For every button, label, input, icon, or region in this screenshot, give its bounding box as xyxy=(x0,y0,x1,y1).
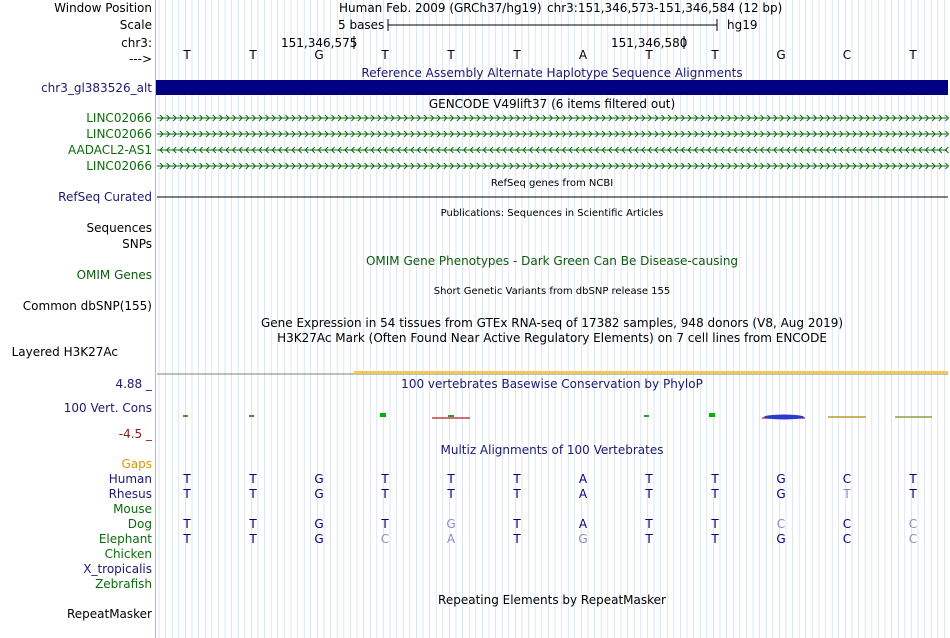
elephant-base: G xyxy=(776,532,786,546)
label-window-position: Window Position xyxy=(54,1,152,15)
assembly-name: Human Feb. 2009 (GRCh37/hg19) xyxy=(339,1,542,15)
rhesus-base: T xyxy=(711,487,719,501)
human-base: T xyxy=(711,472,719,486)
label-scale: Scale xyxy=(119,18,152,32)
label-elephant[interactable]: Elephant xyxy=(98,532,152,546)
rhesus-base: T xyxy=(249,487,257,501)
label-cons-max: 4.88 _ xyxy=(115,377,152,391)
human-base: T xyxy=(513,472,521,486)
reference-base: G xyxy=(776,48,786,62)
human-base: C xyxy=(842,472,852,486)
dog-base: T xyxy=(249,517,257,531)
phylop-bar xyxy=(709,413,715,417)
label-gene-linc02066-1[interactable]: LINC02066 xyxy=(86,111,152,125)
rhesus-base: A xyxy=(578,487,588,501)
rhesus-base: T xyxy=(183,487,191,501)
label-dbsnp[interactable]: Common dbSNP(155) xyxy=(22,299,152,313)
coord-tick-right: 151,346,580 xyxy=(611,36,688,50)
label-mouse[interactable]: Mouse xyxy=(113,502,152,516)
track-title-dbsnp[interactable]: Short Genetic Variants from dbSNP release 155 xyxy=(433,286,671,297)
elephant-base: T xyxy=(645,532,653,546)
reference-base: T xyxy=(513,48,521,62)
label-human[interactable]: Human xyxy=(108,472,152,486)
track-title-multiz[interactable]: Multiz Alignments of 100 Vertebrates xyxy=(440,443,664,457)
phylop-bar xyxy=(249,415,254,417)
human-base: T xyxy=(447,472,455,486)
phylop-bar xyxy=(183,415,188,417)
dog-base: G xyxy=(314,517,324,531)
elephant-base: T xyxy=(513,532,521,546)
label-arrow: ---> xyxy=(128,52,152,66)
reference-base: T xyxy=(447,48,455,62)
phylop-blob xyxy=(764,415,804,420)
track-title-repeatmasker[interactable]: Repeating Elements by RepeatMasker xyxy=(438,593,666,607)
reference-base: G xyxy=(314,48,324,62)
phylop-bar xyxy=(644,415,649,417)
reference-base: T xyxy=(711,48,719,62)
scale-bar-label: 5 bases xyxy=(338,18,385,32)
human-base: G xyxy=(314,472,324,486)
elephant-base: C xyxy=(842,532,852,546)
rhesus-base: T xyxy=(843,487,851,501)
elephant-base: T xyxy=(183,532,191,546)
dog-base: T xyxy=(381,517,389,531)
rhesus-base: T xyxy=(645,487,653,501)
human-base: A xyxy=(578,472,588,486)
reference-base: T xyxy=(909,48,917,62)
label-gene-linc02066-3[interactable]: LINC02066 xyxy=(86,159,152,173)
reference-base: T xyxy=(183,48,191,62)
label-chicken[interactable]: Chicken xyxy=(104,547,152,561)
label-zebrafish[interactable]: Zebrafish xyxy=(95,577,152,591)
reference-base: C xyxy=(842,48,852,62)
label-refseq[interactable]: RefSeq Curated xyxy=(58,190,152,204)
track-title-omim[interactable]: OMIM Gene Phenotypes - Dark Green Can Be Disease-causing xyxy=(365,254,739,268)
label-omim[interactable]: OMIM Genes xyxy=(76,268,152,282)
label-h3k27ac[interactable]: Layered H3K27Ac xyxy=(11,345,118,359)
reference-base: A xyxy=(578,48,588,62)
elephant-base: C xyxy=(380,532,390,546)
human-base: T xyxy=(249,472,257,486)
dog-base: G xyxy=(446,517,456,531)
label-cons-name[interactable]: 100 Vert. Cons xyxy=(63,401,152,415)
track-title-pubs[interactable]: Publications: Sequences in Scientific Articles xyxy=(440,208,664,219)
dog-base: T xyxy=(183,517,191,531)
track-title-h3k27ac[interactable]: H3K27Ac Mark (Often Found Near Active Regulatory Elements) on 7 cell lines from ENCODE xyxy=(277,331,827,345)
track-title-gencode[interactable]: GENCODE V49lift37 (6 items filtered out) xyxy=(428,97,676,111)
human-base: G xyxy=(776,472,786,486)
phylop-bar xyxy=(380,413,386,417)
elephant-base: A xyxy=(446,532,456,546)
elephant-base: T xyxy=(711,532,719,546)
rhesus-base: T xyxy=(909,487,917,501)
rhesus-base: G xyxy=(776,487,786,501)
human-base: T xyxy=(645,472,653,486)
label-gene-aadacl2-as1[interactable]: AADACL2-AS1 xyxy=(67,143,152,157)
rhesus-base: G xyxy=(314,487,324,501)
label-repeatmasker[interactable]: RepeatMasker xyxy=(66,607,152,621)
track-labels xyxy=(0,0,155,638)
dog-base: C xyxy=(776,517,786,531)
alt-haplotype-bar xyxy=(156,80,948,95)
rhesus-base: T xyxy=(447,487,455,501)
reference-base: T xyxy=(249,48,257,62)
human-base: T xyxy=(183,472,191,486)
track-title-phylop[interactable]: 100 vertebrates Basewise Conservation by PhyloP xyxy=(401,377,703,391)
dog-base: A xyxy=(578,517,588,531)
elephant-base: T xyxy=(249,532,257,546)
label-sequences[interactable]: Sequences xyxy=(86,221,152,235)
position-readout: chr3:151,346,573-151,346,584 (12 bp) xyxy=(547,1,783,15)
reference-base: T xyxy=(645,48,653,62)
label-rhesus[interactable]: Rhesus xyxy=(108,487,152,501)
label-chrom: chr3: xyxy=(121,36,152,50)
label-gene-linc02066-2[interactable]: LINC02066 xyxy=(86,127,152,141)
dog-base: C xyxy=(908,517,918,531)
dog-base: T xyxy=(513,517,521,531)
elephant-base: G xyxy=(314,532,324,546)
track-title-gtex[interactable]: Gene Expression in 54 tissues from GTEx RNA-seq of 17382 samples, 948 donors (V8, Aug 2019) xyxy=(260,316,844,330)
h3k27ac-signal xyxy=(354,371,948,374)
label-cons-min: -4.5 _ xyxy=(118,427,152,441)
dog-base: T xyxy=(711,517,719,531)
label-dog[interactable]: Dog xyxy=(127,517,152,531)
label-gaps[interactable]: Gaps xyxy=(121,457,152,471)
dog-base: T xyxy=(645,517,653,531)
dog-base: C xyxy=(842,517,852,531)
track-title-alt[interactable]: Reference Assembly Alternate Haplotype Sequence Alignments xyxy=(361,66,743,80)
scale-bar-db: hg19 xyxy=(727,18,758,32)
elephant-base: C xyxy=(908,532,918,546)
label-snps[interactable]: SNPs xyxy=(122,237,152,251)
reference-base: T xyxy=(381,48,389,62)
coord-tick-left: 151,346,575 xyxy=(281,36,358,50)
label-alt-haplotype[interactable]: chr3_gl383526_alt xyxy=(41,81,152,95)
rhesus-base: T xyxy=(381,487,389,501)
label-xtropicalis[interactable]: X_tropicalis xyxy=(83,562,152,576)
track-title-refseq[interactable]: RefSeq genes from NCBI xyxy=(490,178,614,189)
human-base: T xyxy=(909,472,917,486)
rhesus-base: T xyxy=(513,487,521,501)
phylop-bar xyxy=(448,415,454,417)
human-base: T xyxy=(381,472,389,486)
elephant-base: G xyxy=(578,532,588,546)
